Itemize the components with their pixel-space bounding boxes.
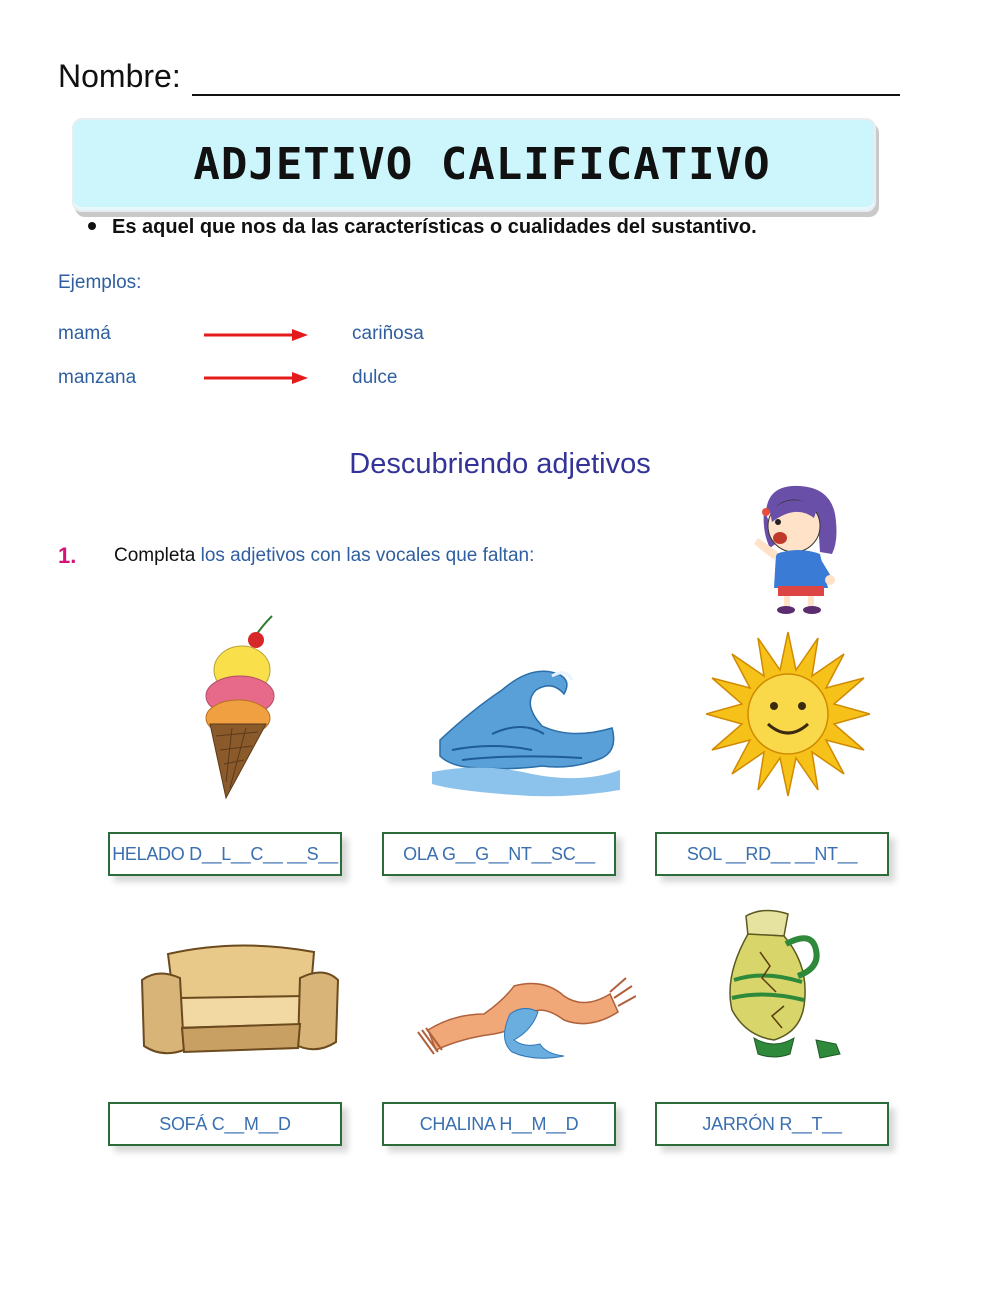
word-card-jarron[interactable]: JARRÓN R__T__ [655, 1102, 889, 1146]
arrow-right-icon [204, 371, 308, 385]
example-noun: mamá [58, 323, 111, 344]
name-input-line[interactable] [192, 94, 900, 96]
bullet-icon [88, 222, 96, 230]
sofa-icon [138, 938, 342, 1062]
definition [88, 216, 757, 239]
scarf-icon [414, 974, 636, 1062]
word-card-helado[interactable]: HELADO D__L__C__ __S__ [108, 832, 342, 876]
instruction-rest: los adjetivos con las vocales que faltan: [200, 545, 535, 566]
name-label: Nombre: [58, 58, 181, 94]
example-noun: manzana [58, 367, 137, 388]
page-title: ADJETIVO CALIFICATIVO [193, 139, 771, 190]
definition-text: Es aquel que nos da las características o cualidades del sustantivo. [112, 216, 757, 238]
example-adjective: dulce [352, 367, 398, 388]
word-card-sol[interactable]: SOL __RD__ __NT__ [655, 832, 889, 876]
question-instruction [114, 545, 534, 567]
ice-cream-icon [196, 612, 286, 800]
word-card-ola[interactable]: OLA G__G__NT__SC__ [382, 832, 616, 876]
sun-icon [706, 630, 870, 798]
question-number: 1. [58, 543, 77, 568]
word-card-chalina[interactable]: CHALINA H__M__D [382, 1102, 616, 1146]
girl-icon [748, 482, 844, 617]
wave-icon [432, 650, 620, 800]
section-title: Descubriendo adjetivos [349, 448, 651, 480]
jar-icon [724, 906, 846, 1064]
example-adjective: cariñosa [352, 323, 424, 344]
word-card-sofa[interactable]: SOFÁ C__M__D [108, 1102, 342, 1146]
instruction-verb: Completa [114, 545, 201, 566]
arrow-right-icon [204, 328, 308, 342]
examples-label: Ejemplos: [58, 272, 142, 293]
